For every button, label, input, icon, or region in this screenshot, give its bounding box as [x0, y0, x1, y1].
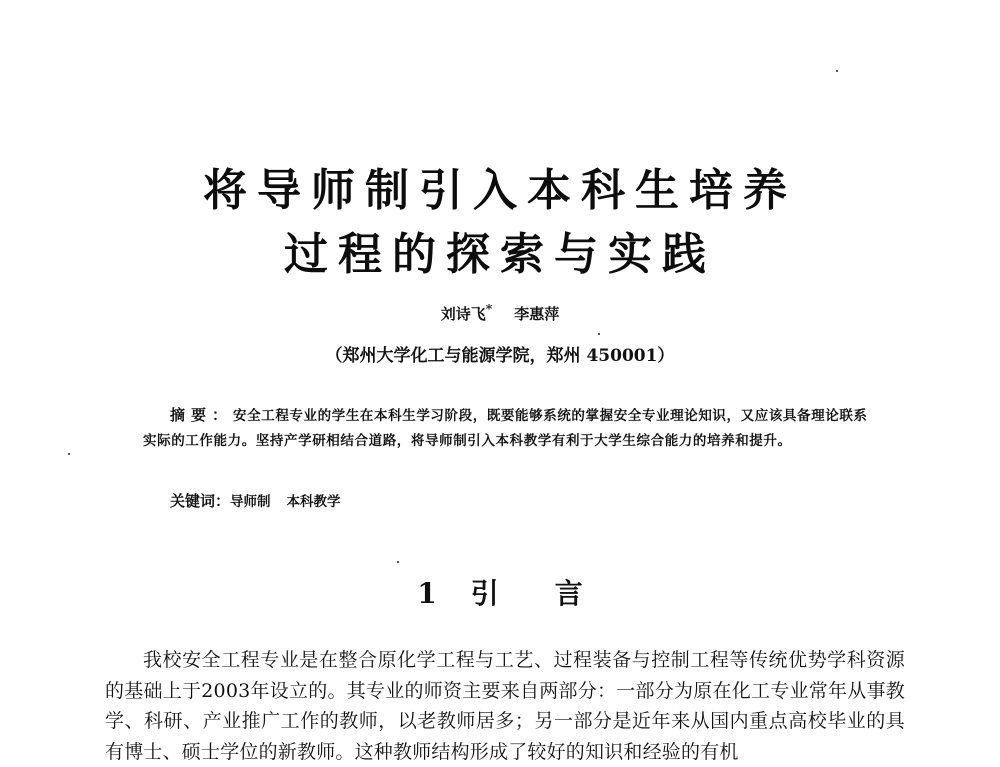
- abstract: [143, 403, 873, 454]
- affiliation: （郑州大学化工与能源学院，郑州 450001）: [325, 346, 675, 366]
- abstract-label: 摘要：: [170, 406, 234, 424]
- title-line-1: 将导师制引入本科生培养: [203, 165, 797, 216]
- scan-speck: [836, 70, 838, 72]
- section-title-part: 引: [470, 577, 499, 610]
- keywords: [170, 489, 341, 514]
- scan-speck: [598, 333, 600, 335]
- title-line-2: 过程的探索与实践: [284, 229, 716, 280]
- abstract-text: 安全工程专业的学生在本科生学习阶段，既要能够系统的掌握安全专业理论知识，又应该具备理论联系实际的工作能力。坚持产学研相结合道路，将导师制引入本科教学有利于大学生综合能力的培养和提升。: [143, 408, 868, 449]
- keyword: 导师制: [230, 494, 271, 510]
- corresponding-author-mark: *: [485, 301, 493, 316]
- keyword: 本科教学: [286, 494, 341, 510]
- author-list: [0, 298, 1000, 325]
- section-title-part: 言: [554, 577, 583, 610]
- section-heading: [0, 576, 1000, 612]
- section-number: 1: [417, 577, 437, 610]
- scan-speck: [397, 561, 399, 563]
- body-paragraph: 我校安全工程专业是在整合原化学工程与工艺、过程装备与控制工程等传统优势学科资源的基础上于2003年设立的。其专业的师资主要来自两部分：一部分为原在化工专业常年从事教学、科研、产业推广工作的教师，以老教师居多；另一部分是近年来从国内重点高校毕业的具有博士、硕士学位的新教师。这种教师结构形成了较好的知识和经验的有机: [105, 649, 905, 763]
- author-name: 刘诗飞: [440, 305, 486, 323]
- keywords-label: 关键词：: [170, 492, 231, 510]
- scan-speck: [68, 453, 70, 455]
- author-name: 李惠萍: [514, 305, 560, 323]
